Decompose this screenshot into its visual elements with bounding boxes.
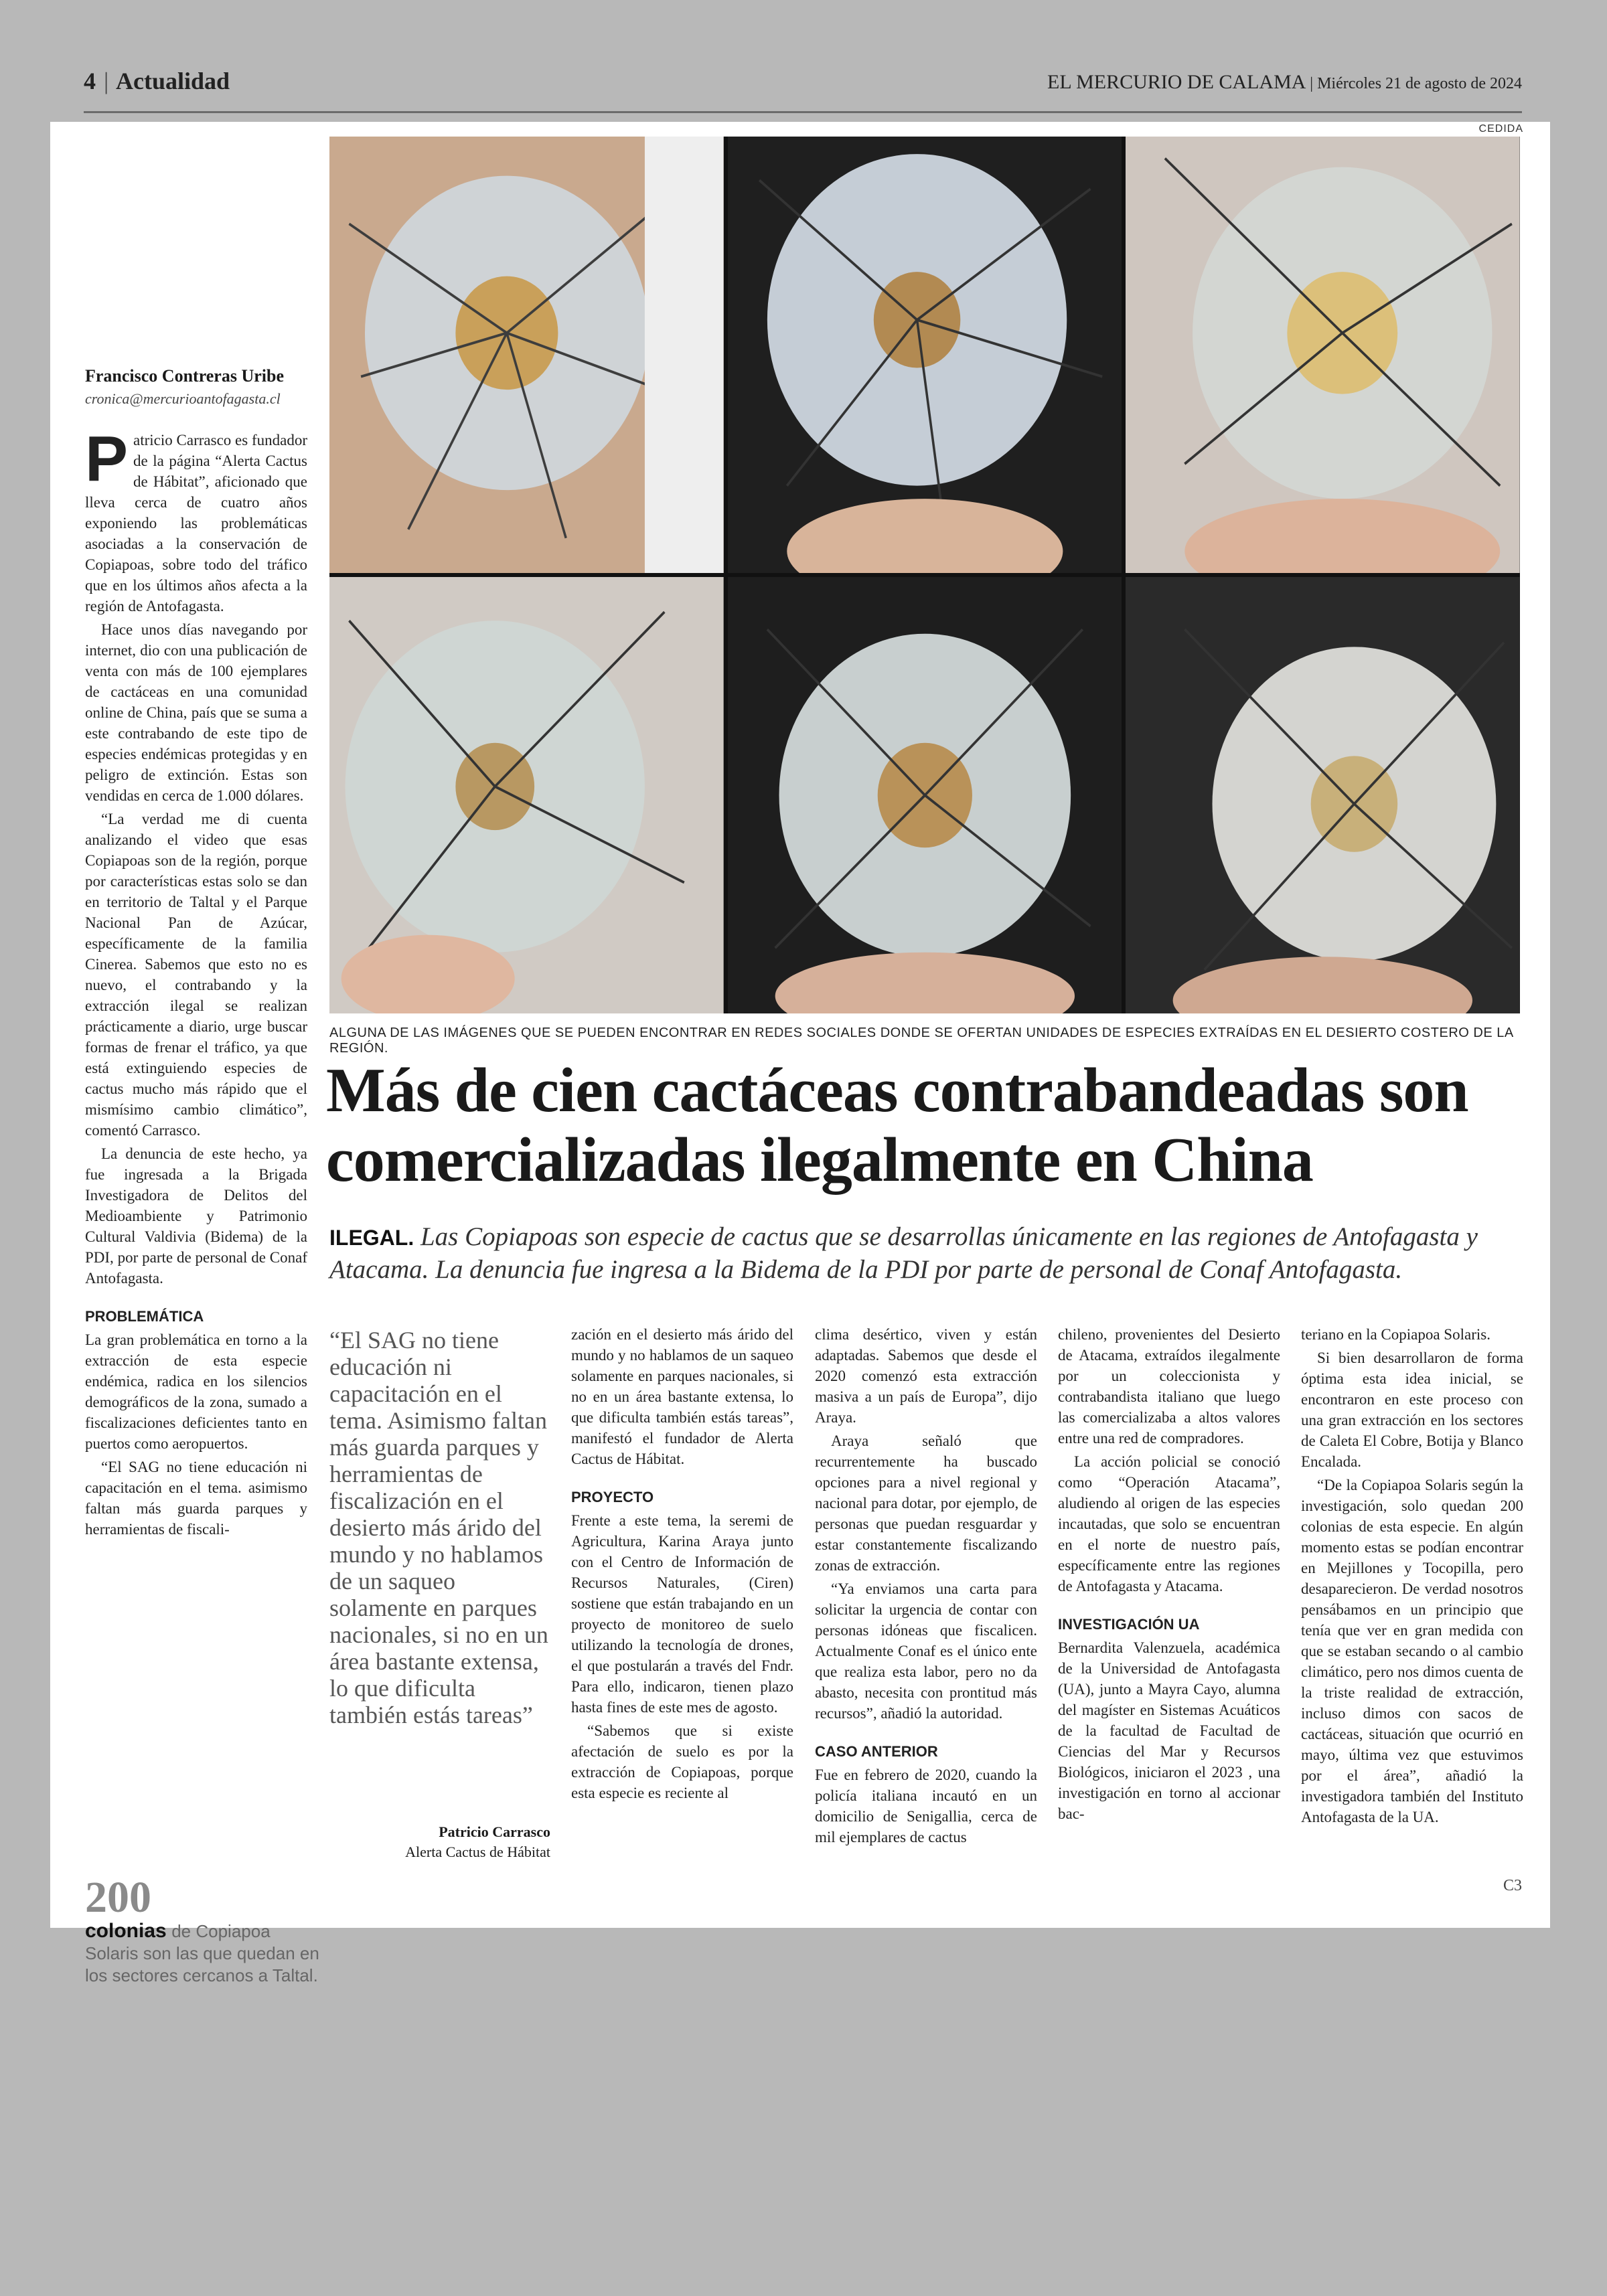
body-paragraph: teriano en la Copiapoa Solaris.	[1301, 1326, 1490, 1343]
body-paragraph: “De la Copiapoa Solaris según la investigación, solo quedan 200 colonias de esta especie. En algún momento estas se podían encontrar en Mejillones y Tocopilla, pero desaparecieron. De verdad nosotros pensábamos en un principio que tenía que ver en gran medida con que se estaban secando o al cambio climático, pero nos dimos cuenta de la triste realidad de extracción, incluso dimos con sacos de cactáceas, situación que ocurrió en mayo, última vez que estuvimos por el área”, añadió la investigadora también del Instituto Antofagasta de la UA.	[1301, 1477, 1523, 1825]
stat-label-bold: colonias	[85, 1920, 167, 1942]
body-paragraph: Fue en febrero de 2020, cuando la policía italiana incautó en un domicilio de Senigallia, cerca de mil ejemplares de cactus	[815, 1767, 1037, 1846]
lead-paragraph	[329, 1221, 1521, 1286]
cactus-photo-6	[1126, 577, 1520, 1013]
stat-number: 200	[85, 1873, 151, 1922]
body-column-4	[815, 1324, 1037, 1850]
body-paragraph: Si bien desarrollaron de forma óptima esta idea inicial, se encontraron en este proceso con una gran extracción en los sectores de Caleta El Cobre, Botija y Blanco Encalada.	[1301, 1349, 1523, 1470]
photo-collage	[329, 137, 1520, 1013]
stat-text	[85, 1920, 326, 1987]
body-column-1	[85, 423, 307, 1542]
stat-label: de Copiapoa Solaris son las que quedan en los sectores cercanos a Taltal.	[85, 1921, 319, 1985]
body-paragraph: Frente a este tema, la seremi de Agricultura, Karina Araya junto con el Centro de Información de Recursos Naturales, (Ciren) sostiene que están trabajando en un proyecto de monitoreo de suelo utilizando la tecnología de drones, el que postularán a través del Fndr. Para ello, indicaron, tienen plazo hasta fines de este mes de agosto.	[571, 1512, 793, 1716]
body-paragraph: La denuncia de este hecho, ya fue ingresada a la Brigada Investigadora de Delitos del Medioambiente y Patrimonio Cultural Valdivia (Bidema) de la PDI, por parte de personal de Conaf Antofagasta.	[85, 1145, 307, 1287]
photo-credit: CEDIDA	[1478, 123, 1523, 135]
page-number: 4	[84, 68, 96, 94]
body-paragraph: chileno, provenientes del Desierto de Atacama, extraídos ilegalmente por un coleccionista y contrabandista italiano que luego las comercializaba a altos valores entre una red de compradores.	[1058, 1326, 1280, 1447]
body-paragraph: zación en el desierto más árido del mundo y no hablamos de un saqueo solamente en parques nacionales, si no en un área bastante extensa, lo que dificulta también estás tareas”, manifestó el fundador de Alerta Cactus de Hábitat.	[571, 1326, 793, 1467]
article-page	[50, 122, 1550, 1985]
cactus-photo-1	[329, 137, 724, 573]
end-mark: C3	[1503, 1877, 1522, 1894]
body-paragraph: Hace unos días navegando por internet, dio con una publicación de venta con más de 100 ejemplares de cactáceas en una comunidad online de China, país que se suma a este contrabando de este tipo de especies endémicas protegidas y en peligro de extinción. Estas son vendidas en cerca de 1.000 dólares.	[85, 621, 307, 804]
body-paragraph: La acción policial se conoció como “Operación Atacama”, aludiendo al origen de las especies incautadas, que solo se encuentran en el norte de nuestro país, específicamente entre las regiones de Antofagasta y Atacama.	[1058, 1453, 1280, 1594]
pull-quote-name: Patricio Carrasco	[439, 1823, 550, 1840]
headline: Más de cien cactáceas contrabandeadas son comercializadas ilegalmente en China	[326, 1056, 1468, 1195]
subheading-caso-anterior: CASO ANTERIOR	[815, 1743, 938, 1760]
newspaper-name: EL MERCURIO DE CALAMA	[1047, 71, 1305, 93]
masthead	[1047, 71, 1522, 94]
subheading-problematica: PROBLEMÁTICA	[85, 1308, 204, 1325]
pull-quote-attribution	[329, 1822, 550, 1862]
body-paragraph: Bernardita Valenzuela, académica de la Universidad de Antofagasta (UA), junto a Mayra Cayo, alumna del magíster en Sistemas Acuáticos de la facultad de Facultad de Ciencias del Mar y Recursos Biológicos, iniciaron el 2023 , una investigación en torno al accionar bac-	[1058, 1639, 1280, 1822]
body-column-5	[1058, 1324, 1280, 1827]
header-separator: |	[104, 68, 109, 94]
cactus-photo-2	[728, 137, 1122, 573]
issue-date: | Miércoles 21 de agosto de 2024	[1310, 75, 1522, 92]
body-paragraph: Patricio Carrasco es fundador de la página “Alerta Cactus de Hábitat”, aficionado que lleva cerca de cuatro años exponiendo las problemáticas asociadas a la conservación de Copiapoas, sobre todo del tráfico que en los últimos años afecta a la región de Antofagasta.	[85, 423, 307, 614]
cactus-photo-3	[1126, 137, 1520, 573]
body-column-6	[1301, 1324, 1523, 1830]
pull-quote: “El SAG no tiene educación ni capacitación en el tema. Asimismo faltan más guarda parques y herramientas de fiscalización en el desierto más árido del mundo y no hablamos de un saqueo solamente en parques nacionales, si no en un área bastante extensa, lo que dificulta también estás tareas”	[329, 1327, 548, 1728]
subheading-investigacion: INVESTIGACIÓN UA	[1058, 1616, 1200, 1633]
byline	[85, 366, 306, 408]
cactus-photo-4	[329, 577, 724, 1013]
author-name: Francisco Contreras Uribe	[85, 366, 285, 386]
section-name: Actualidad	[116, 68, 230, 94]
author-email[interactable]: cronica@mercurioantofagasta.cl	[85, 390, 281, 407]
drop-cap: P	[85, 423, 129, 495]
body-paragraph: “Ya enviamos una carta para solicitar la urgencia de contar con personas idóneas que fiscalicen. Actualmente Conaf es el único ente que realiza esta labor, pero no da abasto, necesita con prontitud más recursos”, añadió la autoridad.	[815, 1580, 1037, 1722]
body-paragraph: Araya señaló que recurrentemente ha buscado opciones para a nivel regional y nacional para dotar, por ejemplo, de personas que puedan resguardar y estar constantemente fiscalizando zonas de extracción.	[815, 1432, 1037, 1574]
stat-box	[85, 1873, 326, 1987]
pull-quote-role: Alerta Cactus de Hábitat	[405, 1843, 550, 1860]
page-header	[84, 64, 1522, 113]
cactus-photo-5	[728, 577, 1122, 1013]
photo-caption: ALGUNA DE LAS IMÁGENES QUE SE PUEDEN ENCONTRAR EN REDES SOCIALES DONDE SE OFERTAN UNIDADES DE ESPECIES EXTRAÍDAS EN EL DESIERTO COSTERO DE LA REGIÓN.	[329, 1026, 1513, 1056]
subheading-proyecto: PROYECTO	[571, 1489, 654, 1505]
kicker: ILEGAL.	[329, 1226, 414, 1250]
body-paragraph: clima desértico, viven y están adaptadas. Sabemos que desde el 2020 comenzó esta extracción masiva a un país de Europa”, dijo Araya.	[815, 1326, 1037, 1426]
body-paragraph: “Sabemos que si existe afectación de suelo es por la extracción de Copiapoas, porque esta especie es reciente al	[571, 1722, 793, 1801]
body-paragraph: “La verdad me di cuenta analizando el video que esas Copiapoas son de la región, porque por características estas solo se dan en territorio de Taltal y el Parque Nacional Pan de Azúcar, específicamente de la familia Cinerea. Sabemos que esto no es nuevo, el contrabando y la extracción ilegal se realizan prácticamente a diario, urge buscar formas de frenar el tráfico, ya que está extinguiendo especies de cactus mucho más rápido que el mismísimo cambio climático”, comentó Carrasco.	[85, 811, 307, 1139]
body-column-3	[571, 1324, 793, 1806]
body-paragraph: La gran problemática en torno a la extracción de esta especie endémica, radica en los silencios demográficos de la zona, sumado a fiscalizaciones deficientes tanto en puertos como aeropuertos.	[85, 1331, 307, 1452]
body-paragraph: “El SAG no tiene educación ni capacitación en el tema. asimismo faltan más guarda parques y herramientas de fiscali-	[85, 1459, 307, 1538]
lead-text: Las Copiapoas son especie de cactus que se desarrollas únicamente en las regiones de Antofagasta y Atacama. La denuncia fue ingresa a la Bidema de la PDI por parte de personal de Conaf Antofagasta.	[329, 1222, 1478, 1284]
